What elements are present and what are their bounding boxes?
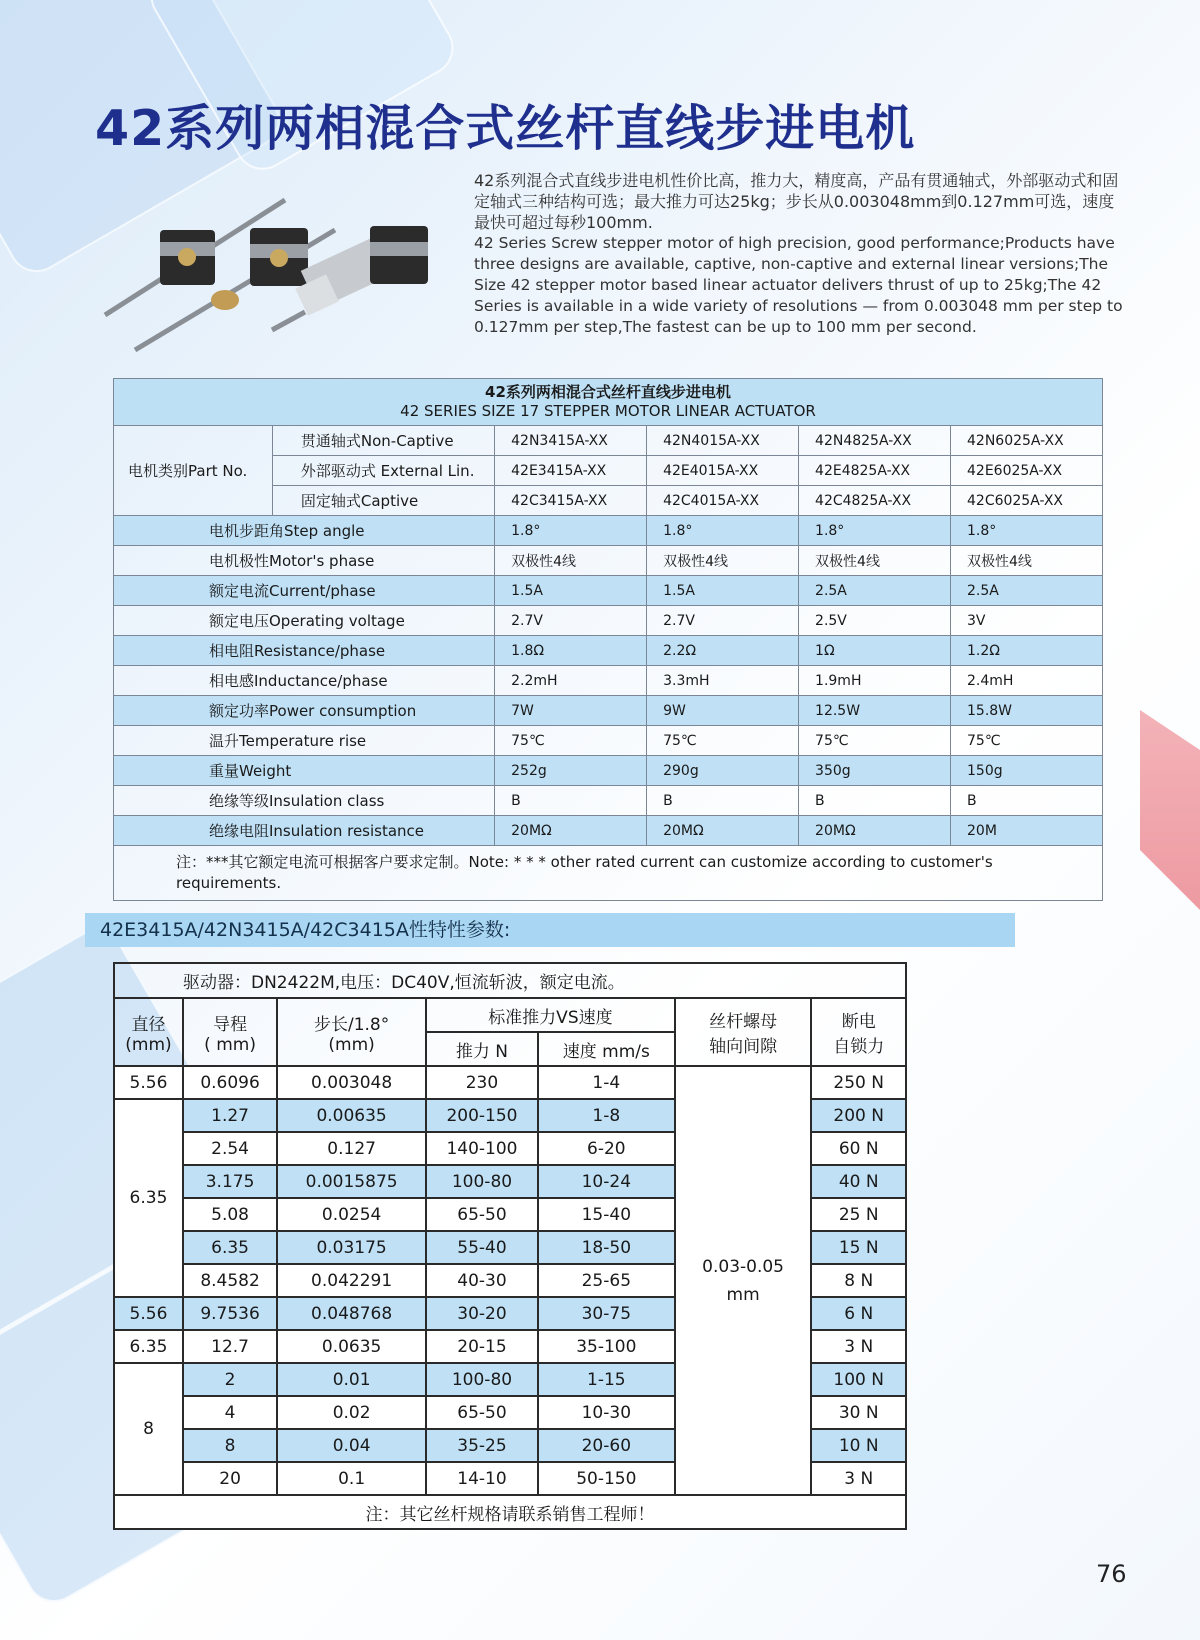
table-cell: 0.00635: [277, 1099, 426, 1132]
spec-table: [113, 378, 1103, 901]
table-cell: 20: [183, 1462, 277, 1495]
table-cell: 2.2mH: [495, 666, 647, 696]
table-cell: 20-60: [538, 1429, 675, 1462]
header-step: [277, 998, 426, 1066]
header-backlash: [675, 998, 812, 1066]
table-cell: 290g: [647, 756, 799, 786]
row-label: 电机步距角Step angle: [114, 516, 495, 546]
table-cell: 15.8W: [951, 696, 1103, 726]
table-cell: 2.5A: [799, 576, 951, 606]
table-cell: 1.5A: [495, 576, 647, 606]
table-cell: 10-24: [538, 1165, 675, 1198]
row-label: 绝缘等级Insulation class: [114, 786, 495, 816]
table-cell: 100-80: [426, 1363, 538, 1396]
table-cell: 0.1: [277, 1462, 426, 1495]
table-cell: 42E4825A-XX: [799, 456, 951, 486]
header-thrust-group: 标准推力VS速度: [426, 998, 675, 1032]
section-title: 42E3415A/42N3415A/42C3415A性特性参数:: [85, 913, 1015, 947]
table-cell: 2.7V: [495, 606, 647, 636]
header-text: 步长/1.8°: [313, 1014, 390, 1035]
table-row: [114, 636, 1103, 666]
diameter-cell: 6.35: [114, 1330, 183, 1363]
description-english: 42 Series Screw stepper motor of high precision, good performance;Products have three designs are available, captive, non-captive and external linear versions;The Size 42 stepper motor based linear actuator delivers thrust of up to 25kg;The 42 Series is available in a wide variety of resolutions — from 0.003048 mm per step to 0.127mm per step,The fastest can be up to 100 mm per second.: [474, 234, 1123, 336]
table-row: [114, 666, 1103, 696]
table-cell: 100 N: [811, 1363, 906, 1396]
table-cell: 9W: [647, 696, 799, 726]
table-cell: 1.27: [183, 1099, 277, 1132]
table-cell: 20-15: [426, 1330, 538, 1363]
table-row: [114, 846, 1103, 901]
table-cell: 3 N: [811, 1330, 906, 1363]
table-cell: 5.08: [183, 1198, 277, 1231]
table-cell: 200-150: [426, 1099, 538, 1132]
table-cell: 1.8°: [495, 516, 647, 546]
table-cell: 42C6025A-XX: [951, 486, 1103, 516]
header-lead: [183, 998, 277, 1066]
description-chinese: 42系列混合式直线步进电机性价比高，推力大，精度高，产品有贯通轴式，外部驱动式和固定轴式三种结构可选；最大推力可达25kg；步长从0.003048mm到0.127mm可选，速度最快可超过每秒100mm.: [474, 171, 1119, 232]
table-row: [114, 696, 1103, 726]
table-cell: 2.4mH: [951, 666, 1103, 696]
table-cell: 6.35: [183, 1231, 277, 1264]
driver-info: 驱动器：DN2422M,电压：DC40V,恒流斩波，额定电流。: [114, 963, 906, 998]
table-cell: 40-30: [426, 1264, 538, 1297]
table-cell: 42E3415A-XX: [495, 456, 647, 486]
table-cell: 42N6025A-XX: [951, 426, 1103, 456]
table-cell: 1.8°: [951, 516, 1103, 546]
header-text: 导程: [213, 1014, 248, 1035]
row-label: 额定电流Current/phase: [114, 576, 495, 606]
table-cell: B: [799, 786, 951, 816]
table-cell: 3 N: [811, 1462, 906, 1495]
table-cell: 20MΩ: [647, 816, 799, 846]
table-cell: 2.54: [183, 1132, 277, 1165]
table-cell: 42C4825A-XX: [799, 486, 951, 516]
row-label: 绝缘电阻Insulation resistance: [114, 816, 495, 846]
table-cell: 100-80: [426, 1165, 538, 1198]
table-cell: 140-100: [426, 1132, 538, 1165]
table-cell: 30-20: [426, 1297, 538, 1330]
table-cell: B: [951, 786, 1103, 816]
table-cell: 2.7V: [647, 606, 799, 636]
table-cell: 2.5A: [951, 576, 1103, 606]
table-cell: 75℃: [647, 726, 799, 756]
table-cell: 7W: [495, 696, 647, 726]
header-diameter: [114, 998, 183, 1066]
table-cell: 25 N: [811, 1198, 906, 1231]
table-footer-row: [114, 1495, 906, 1529]
table-cell: 65-50: [426, 1396, 538, 1429]
diameter-cell: 5.56: [114, 1066, 183, 1099]
product-description: [474, 170, 1124, 338]
diameter-cell: 5.56: [114, 1297, 183, 1330]
table-cell: 20MΩ: [495, 816, 647, 846]
table-cell: 42E6025A-XX: [951, 456, 1103, 486]
table-cell: 0.127: [277, 1132, 426, 1165]
table-cell: 18-50: [538, 1231, 675, 1264]
header-text: 断电: [841, 1012, 876, 1032]
table-cell: 25-65: [538, 1264, 675, 1297]
table-cell: 1-4: [538, 1066, 675, 1099]
table-cell: 20M: [951, 816, 1103, 846]
header-text: 丝杆螺母: [709, 1012, 778, 1032]
table-row: [114, 426, 1103, 456]
table-cell: 150g: [951, 756, 1103, 786]
table-cell: 40 N: [811, 1165, 906, 1198]
table-cell: 0.048768: [277, 1297, 426, 1330]
header-selflock: [811, 998, 906, 1066]
row-label: 额定电压Operating voltage: [114, 606, 495, 636]
page-number: 76: [1096, 1560, 1127, 1588]
diameter-cell: 8: [114, 1363, 183, 1495]
table-cell: 42N4825A-XX: [799, 426, 951, 456]
row-label: 重量Weight: [114, 756, 495, 786]
spec-table-title-en: 42 SERIES SIZE 17 STEPPER MOTOR LINEAR ACTUATOR: [400, 402, 816, 420]
table-cell: 1.8°: [647, 516, 799, 546]
table-row: [114, 546, 1103, 576]
spec-table-title-cn: 42系列两相混合式丝杆直线步进电机: [485, 383, 731, 401]
pink-accent-shape: [1140, 710, 1200, 910]
table-cell: 8: [183, 1429, 277, 1462]
table-cell: 4: [183, 1396, 277, 1429]
table-cell: 12.7: [183, 1330, 277, 1363]
table-cell: 双极性4线: [799, 546, 951, 576]
table-cell: 230: [426, 1066, 538, 1099]
table-row: [114, 963, 906, 998]
table-cell: 0.6096: [183, 1066, 277, 1099]
table-cell: 75℃: [951, 726, 1103, 756]
table-cell: 0.0254: [277, 1198, 426, 1231]
table-cell: 6-20: [538, 1132, 675, 1165]
table-row: [114, 516, 1103, 546]
row-label: 外部驱动式 External Lin.: [272, 456, 494, 486]
row-label: 相电阻Resistance/phase: [114, 636, 495, 666]
table-cell: 250 N: [811, 1066, 906, 1099]
table-cell: 60 N: [811, 1132, 906, 1165]
table-row: [114, 756, 1103, 786]
row-label: 固定轴式Captive: [272, 486, 494, 516]
backlash-cell: [675, 1066, 812, 1495]
table-cell: 42E4015A-XX: [647, 456, 799, 486]
table-cell: 0.02: [277, 1396, 426, 1429]
table-cell: 15 N: [811, 1231, 906, 1264]
table-cell: 1-15: [538, 1363, 675, 1396]
table-row: [114, 606, 1103, 636]
table-cell: 0.003048: [277, 1066, 426, 1099]
diameter-cell: 6.35: [114, 1099, 183, 1297]
table-cell: 1.8Ω: [495, 636, 647, 666]
table-row: [114, 576, 1103, 606]
table-cell: 50-150: [538, 1462, 675, 1495]
table-cell: 双极性4线: [495, 546, 647, 576]
table-cell: 42N4015A-XX: [647, 426, 799, 456]
header-text: 自锁力: [833, 1037, 885, 1057]
table-cell: 0.01: [277, 1363, 426, 1396]
table-cell: 30-75: [538, 1297, 675, 1330]
table-cell: 42C3415A-XX: [495, 486, 647, 516]
table-cell: 0.0015875: [277, 1165, 426, 1198]
table-cell: 350g: [799, 756, 951, 786]
row-label: 电机极性Motor's phase: [114, 546, 495, 576]
table-cell: 6 N: [811, 1297, 906, 1330]
table-cell: 双极性4线: [647, 546, 799, 576]
table-cell: 55-40: [426, 1231, 538, 1264]
perf-footer-note: 注：其它丝杆规格请联系销售工程师！: [114, 1495, 906, 1529]
table-cell: 1.8°: [799, 516, 951, 546]
header-unit: (mm): [328, 1034, 375, 1055]
table-cell: 14-10: [426, 1462, 538, 1495]
table-cell: 35-25: [426, 1429, 538, 1462]
spec-note: 注：***其它额定电流可根据客户要求定制。Note: * * * other rated current can customize according to customer's requirements.: [114, 846, 1103, 901]
table-cell: 0.03175: [277, 1231, 426, 1264]
spec-table-header: [114, 379, 1103, 426]
table-cell: 2.5V: [799, 606, 951, 636]
table-cell: 12.5W: [799, 696, 951, 726]
table-cell: 1.2Ω: [951, 636, 1103, 666]
table-cell: 2: [183, 1363, 277, 1396]
table-row: [114, 726, 1103, 756]
part-no-label: 电机类别Part No.: [114, 426, 273, 516]
table-cell: 35-100: [538, 1330, 675, 1363]
table-row: [114, 786, 1103, 816]
table-cell: 75℃: [495, 726, 647, 756]
table-header-row: [114, 998, 906, 1032]
table-cell: 200 N: [811, 1099, 906, 1132]
row-label: 相电感Inductance/phase: [114, 666, 495, 696]
backlash-value: 0.03-0.05: [702, 1256, 784, 1277]
table-cell: 20MΩ: [799, 816, 951, 846]
table-cell: 3.175: [183, 1165, 277, 1198]
header-unit: ( mm): [204, 1034, 256, 1055]
table-row: [114, 1066, 906, 1099]
table-cell: 2.2Ω: [647, 636, 799, 666]
page-title: 42系列两相混合式丝杆直线步进电机: [95, 100, 916, 157]
table-cell: B: [647, 786, 799, 816]
table-cell: 15-40: [538, 1198, 675, 1231]
row-label: 温升Temperature rise: [114, 726, 495, 756]
table-cell: 42C4015A-XX: [647, 486, 799, 516]
row-label: 额定功率Power consumption: [114, 696, 495, 726]
table-cell: 1.5A: [647, 576, 799, 606]
table-cell: 30 N: [811, 1396, 906, 1429]
table-cell: 10 N: [811, 1429, 906, 1462]
table-cell: 3.3mH: [647, 666, 799, 696]
table-cell: 1-8: [538, 1099, 675, 1132]
table-cell: 8.4582: [183, 1264, 277, 1297]
table-cell: 双极性4线: [951, 546, 1103, 576]
stepper-motor-image: [100, 190, 460, 360]
header-thrust: 推力 N: [426, 1032, 538, 1066]
header-text: 直径: [131, 1014, 166, 1035]
row-label: 贯通轴式Non-Captive: [272, 426, 494, 456]
table-cell: 252g: [495, 756, 647, 786]
table-cell: 0.0635: [277, 1330, 426, 1363]
table-cell: 9.7536: [183, 1297, 277, 1330]
table-cell: 0.04: [277, 1429, 426, 1462]
performance-table: [113, 962, 907, 1530]
table-cell: 10-30: [538, 1396, 675, 1429]
table-cell: 1.9mH: [799, 666, 951, 696]
table-cell: 0.042291: [277, 1264, 426, 1297]
table-cell: B: [495, 786, 647, 816]
table-row: [114, 816, 1103, 846]
table-cell: 3V: [951, 606, 1103, 636]
header-speed: 速度 mm/s: [538, 1032, 675, 1066]
header-text: 轴向间隙: [709, 1037, 778, 1057]
table-cell: 1Ω: [799, 636, 951, 666]
table-cell: 8 N: [811, 1264, 906, 1297]
table-cell: 75℃: [799, 726, 951, 756]
backlash-unit: mm: [726, 1284, 760, 1305]
table-cell: 65-50: [426, 1198, 538, 1231]
header-unit: (mm): [125, 1034, 172, 1055]
table-cell: 42N3415A-XX: [495, 426, 647, 456]
